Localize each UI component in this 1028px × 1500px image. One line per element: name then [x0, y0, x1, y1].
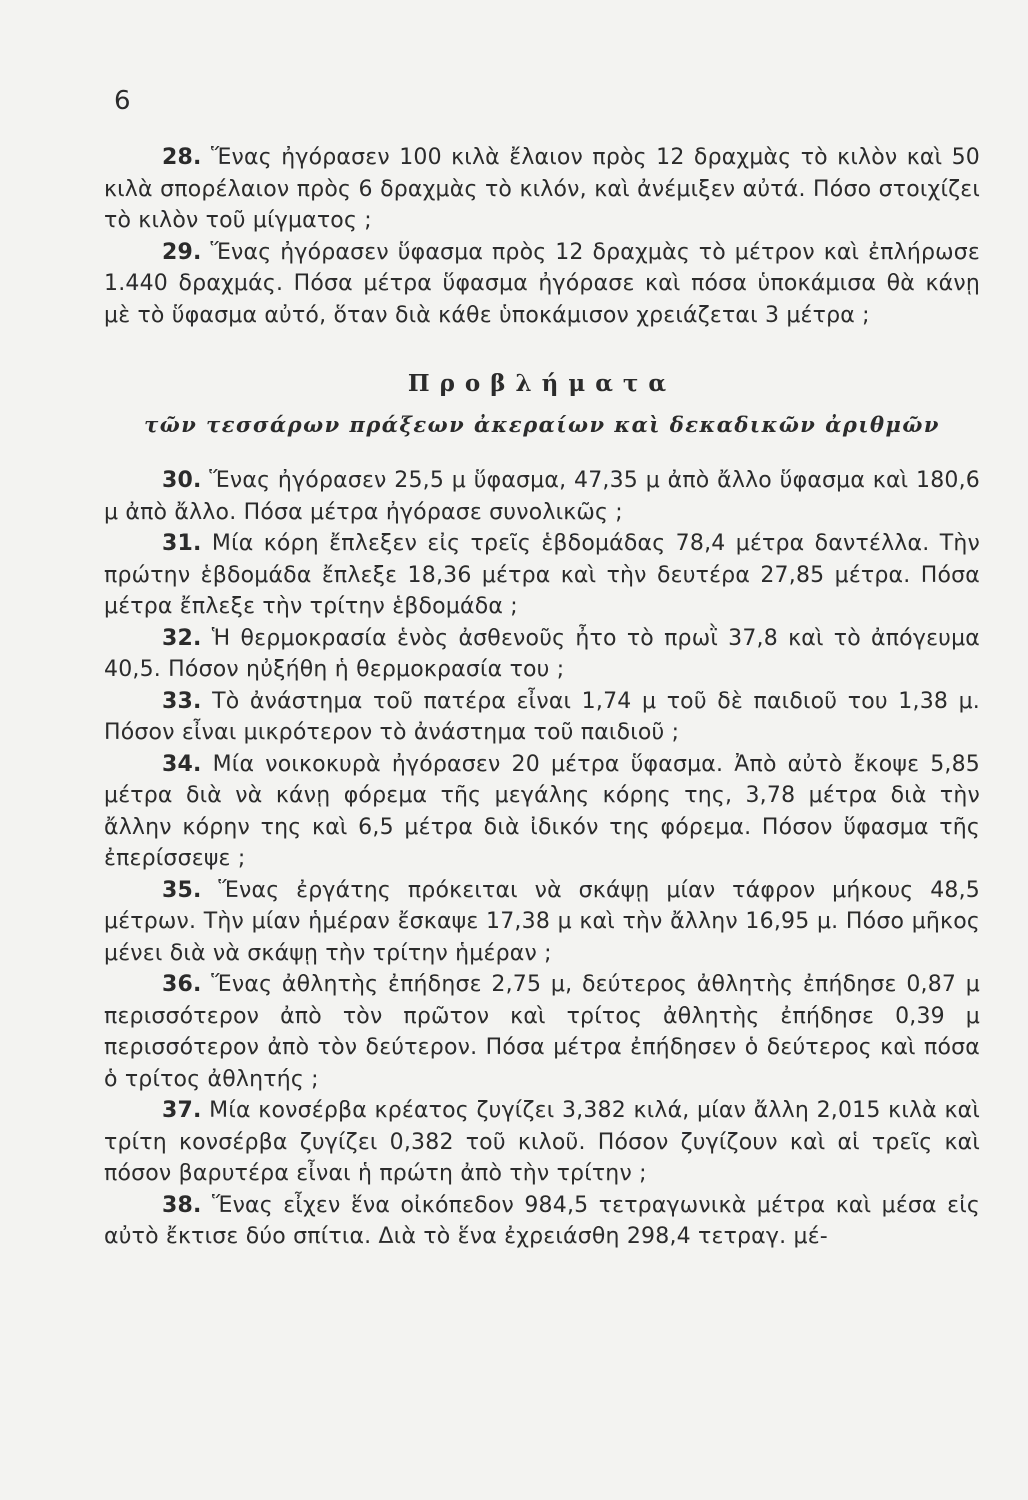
problem-32 — [104, 623, 980, 686]
problem-number: 28. — [162, 145, 202, 170]
problem-text: Ἕνας ἠγόρασεν 100 κιλὰ ἔλαιον πρὸς 12 δραχμὰς τὸ κιλὸν καὶ 50 κιλὰ σπορέλαιον πρὸς 6 δραχμὰς τὸ κιλόν, καὶ ἀνέμιξεν αὐτά. Πόσο στοιχίζει τὸ κιλὸν τοῦ μίγματος ; — [104, 145, 980, 233]
problem-text: Ἕνας ἐργάτης πρόκειται νὰ σκάψῃ μίαν τάφρον μήκους 48,5 μέτρων. Τὴν μίαν ἡμέραν ἔσκαψε 17,38 μ καὶ τὴν ἄλλην 16,95 μ. Πόσο μῆκος μένει διὰ νὰ σκάψῃ τὴν τρίτην ἡμέραν ; — [104, 877, 980, 966]
problem-text: Ἕνας ἠγόρασεν 25,5 μ ὕφασμα, 47,35 μ ἀπὸ ἄλλο ὕφασμα καὶ 180,6 μ ἀπὸ ἄλλο. Πόσα μέτρα ἠγόρασε συνολικῶς ; — [104, 468, 980, 525]
problem-number: 33. — [162, 688, 202, 714]
section-subheading: τῶν τεσσάρων πράξεων ἀκεραίων καὶ δεκαδικῶν ἀριθμῶν — [144, 412, 940, 437]
section-heading: Προβλήματα — [407, 370, 677, 397]
problem-text: Ἡ θερμοκρασία ἑνὸς ἀσθενοῦς ἦτο τὸ πρωῒ 37,8 καὶ τὸ ἀπόγευμα 40,5. Πόσον ηὐξήθη ἡ θερμοκρασία του ; — [104, 625, 980, 682]
problem-text: Μία κόρη ἔπλεξεν εἰς τρεῖς ἑβδομάδας 78,4 μέτρα δαντέλλα. Τὴν πρώτην ἑβδομάδα ἔπλεξε 18,36 μέτρα καὶ τὴν δευτέρα 27,85 μέτρα. Πόσα μέτρα ἔπλεξε τὴν τρίτην ἑβδομάδα ; — [104, 531, 980, 619]
problem-number: 35. — [162, 877, 202, 903]
problem-number: 32. — [162, 625, 202, 651]
problem-text: Ἕνας ἀθλητὴς ἐπήδησε 2,75 μ, δεύτερος ἀθλητὴς ἐπήδησε 0,87 μ περισσότερον ἀπὸ τὸν πρῶτον καὶ τρίτος ἀθλητὴς ἐπήδησε 0,39 μ περισσότερον ἀπὸ τὸν δεύτερον. Πόσα μέτρα ἐπήδησεν ὁ δεύτερος καὶ πόσα ὁ τρίτος ἀθλητής ; — [104, 972, 980, 1092]
problem-text: Μία νοικοκυρὰ ἠγόρασεν 20 μέτρα ὕφασμα. Ἀπὸ αὐτὸ ἔκοψε 5,85 μέτρα διὰ νὰ κάνῃ φόρεμα τῆς μεγάλης κόρης της, 3,78 μέτρα διὰ τὴν ἄλλην κόρην της καὶ 6,5 μέτρα διὰ ἰδικόν της φόρεμα. Πόσον ὕφασμα τῆς ἐπερίσσεψε ; — [104, 751, 980, 871]
problem-number: 37. — [162, 1098, 202, 1123]
page-body — [104, 142, 980, 1253]
problem-30 — [104, 465, 980, 528]
page-number: 6 — [114, 86, 131, 116]
problem-28 — [104, 142, 980, 237]
problem-text: Ἕνας εἶχεν ἕνα οἰκόπεδον 984,5 τετραγωνικὰ μέτρα καὶ μέσα εἰς αὐτὸ ἔκτισε δύο σπίτια. Διὰ τὸ ἕνα ἐχρειάσθη 298,4 τετραγ. μέ- — [104, 1192, 980, 1249]
problem-number: 34. — [162, 751, 202, 777]
problem-text: Τὸ ἀνάστημα τοῦ πατέρα εἶναι 1,74 μ τοῦ δὲ παιδιοῦ του 1,38 μ. Πόσον εἶναι μικρότερον τὸ ἀνάστημα τοῦ παιδιοῦ ; — [104, 688, 980, 745]
problem-number: 30. — [162, 468, 202, 493]
problem-number: 29. — [162, 239, 202, 265]
problem-34 — [104, 749, 980, 875]
problem-29 — [104, 237, 980, 332]
problem-38 — [104, 1190, 980, 1253]
problem-31 — [104, 528, 980, 623]
problem-number: 31. — [162, 531, 202, 556]
problem-text: Ἕνας ἠγόρασεν ὕφασμα πρὸς 12 δραχμὰς τὸ μέτρον καὶ ἐπλήρωσε 1.440 δραχμάς. Πόσα μέτρα ὕφασμα ἠγόρασε καὶ πόσα ὑποκάμισα θὰ κάνῃ μὲ τὸ ὕφασμα αὐτό, ὅταν διὰ κάθε ὑποκάμισον χρειάζεται 3 μέτρα ; — [104, 239, 980, 328]
problem-number: 38. — [162, 1192, 202, 1218]
problem-33 — [104, 686, 980, 749]
problem-number: 36. — [162, 972, 202, 997]
problem-35 — [104, 875, 980, 970]
problem-37 — [104, 1095, 980, 1190]
problem-text: Μία κονσέρβα κρέατος ζυγίζει 3,382 κιλά, μίαν ἄλλη 2,015 κιλὰ καὶ τρίτη κονσέρβα ζυγίζει 0,382 τοῦ κιλοῦ. Πόσον ζυγίζουν καὶ αἱ τρεῖς καὶ πόσον βαρυτέρα εἶναι ἡ πρώτη ἀπὸ τὴν τρίτην ; — [104, 1098, 980, 1186]
problem-36 — [104, 969, 980, 1095]
